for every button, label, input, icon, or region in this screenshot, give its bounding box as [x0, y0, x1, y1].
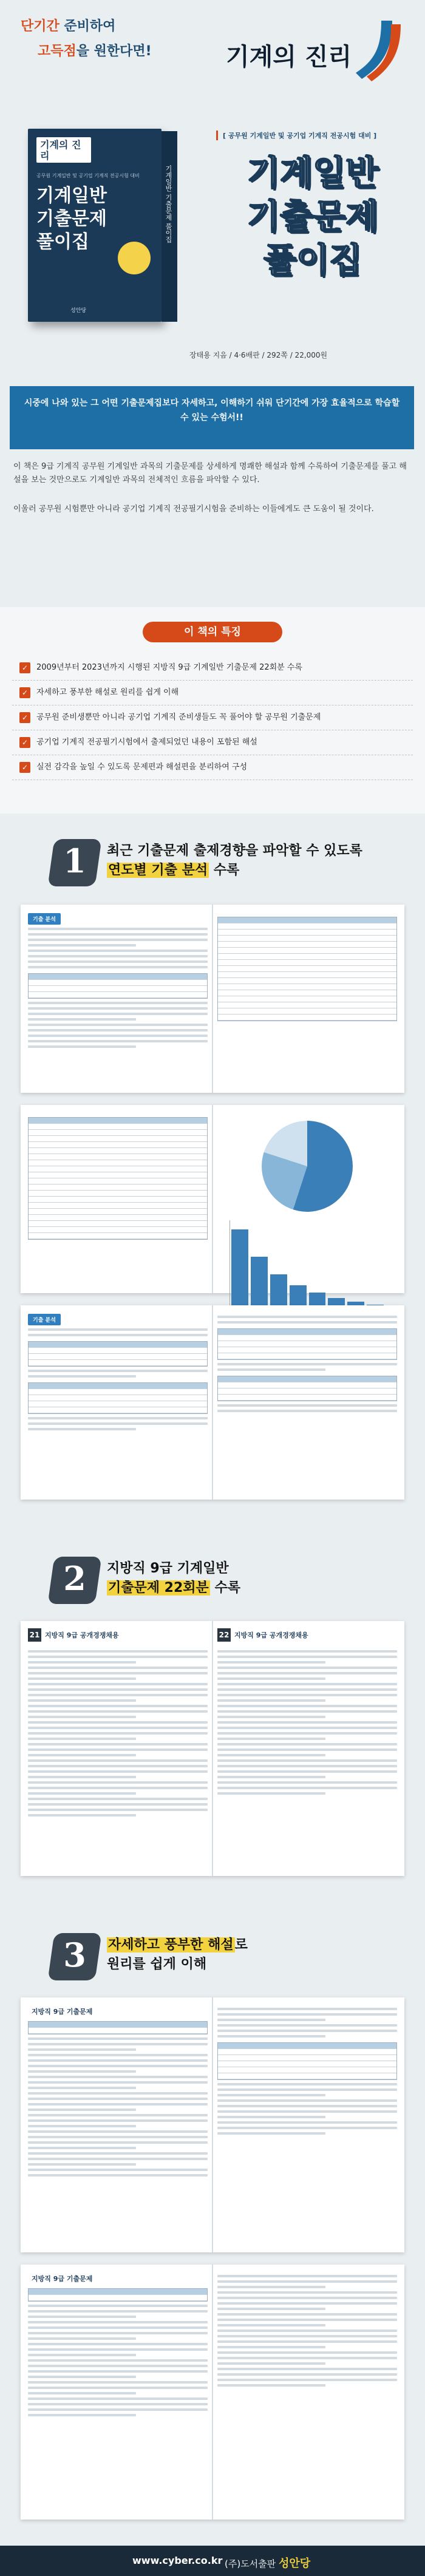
section-heading: 최근 기출문제 출제경향을 파악할 수 있도록 연도별 기출 분석 수록 — [107, 843, 362, 878]
sample-page-spread — [21, 1105, 404, 1293]
book-cover-label: 기계의 진리 — [40, 139, 81, 161]
publisher-logo: (주)도서출판 성안당 — [225, 2557, 311, 2570]
sample-page-spread — [21, 1305, 404, 1500]
section-number-badge: 2 — [51, 1557, 98, 1604]
exam-number: 22 — [217, 1628, 231, 1642]
footer-url-link[interactable]: www.cyber.co.kr — [132, 2555, 223, 2566]
checkbox-icon: ✓ — [19, 762, 30, 773]
section-number-badge: 1 — [51, 839, 98, 886]
page-tab: 기출 분석 — [28, 1314, 61, 1325]
checkbox-icon: ✓ — [19, 662, 30, 673]
exam-title: 지방직 9급 공개경쟁채용 — [234, 1631, 308, 1639]
tagline — [21, 16, 152, 59]
section-heading: 자세하고 풍부한 해설로 원리를 쉽게 이해 — [107, 1937, 248, 1972]
features-title: 이 책의 특징 — [143, 622, 282, 642]
feature-item: ✓ 공무원 준비생뿐만 아니라 공기업 기계직 준비생들도 꼭 풀어야 할 공무원 기출문제 — [12, 705, 413, 730]
book-title-line-3: 풀이집 — [263, 241, 362, 280]
tagline-highlight-1: 단기간 — [21, 19, 59, 34]
book-cover-title: 기계일반 기출문제 풀이집 — [36, 185, 107, 253]
features-section — [0, 607, 425, 814]
exam-title: 지방직 9급 기출문제 — [32, 2007, 93, 2016]
feature-item: ✓ 공기업 기계직 전공필기시험에서 출제되었던 내용이 포함된 해설 — [12, 730, 413, 755]
book-title-line-1: 기계일반 — [246, 154, 379, 193]
checkbox-icon: ✓ — [19, 737, 30, 748]
tagline-text-1: 준비하여 — [59, 19, 116, 34]
book-cover-subtitle: 공무원 기계일반 및 공기업 기계직 전공시험 대비 — [36, 173, 140, 178]
sample-page-spread — [21, 2265, 404, 2520]
exam-number: 21 — [28, 1628, 41, 1642]
section-3 — [0, 1906, 425, 2546]
section-2 — [0, 1530, 425, 1906]
sample-pie-chart-image — [262, 1121, 353, 1212]
feature-item: ✓ 2009년부터 2023년까지 시행된 지방직 9급 기계일반 기출문제 22회분 수록 — [12, 656, 413, 681]
exam-title: 지방직 9급 기출문제 — [32, 2274, 93, 2283]
sample-page-spread — [21, 905, 404, 1093]
book-info: 장태용 지음 / 4·6배판 / 292쪽 / 22,000원 — [189, 351, 328, 359]
exam-target-ribbon: [ 공무원 기계일반 및 공기업 기계직 전공시험 대비 ] — [216, 131, 376, 140]
brand-title: 기계의 진리 — [226, 43, 352, 71]
footer — [0, 2546, 425, 2576]
checkbox-icon: ✓ — [19, 687, 30, 698]
feature-item: ✓ 자세하고 풍부한 해설로 원리를 쉽게 이해 — [12, 681, 413, 705]
section-number-badge: 3 — [51, 1933, 98, 1980]
book-spine-text: 기계일반 기출문제 풀이집 — [165, 165, 172, 243]
sample-bar-chart-image — [229, 1220, 385, 1311]
intro-section — [0, 375, 425, 606]
intro-paragraph-2: 이울러 공무원 시험뿐만 아니라 공기업 기계직 전공필기시험을 준비하는 이들에게도 큰 도움이 될 것이다. — [13, 505, 374, 514]
tagline-highlight-2: 고득점 — [38, 44, 76, 59]
intro-highlight-box — [10, 386, 414, 449]
book-publisher-logo: 성안당 — [70, 308, 87, 314]
exam-title: 지방직 9급 공개경쟁채용 — [45, 1631, 119, 1639]
section-1 — [0, 814, 425, 1530]
feature-item: ✓ 실전 감각을 높일 수 있도록 문제편과 해설편을 분리하여 구성 — [12, 755, 413, 780]
sample-page-spread — [21, 1997, 404, 2252]
book-badge-icon — [118, 242, 151, 274]
book-title-line-2: 기출문제 — [246, 197, 379, 237]
features-list — [12, 656, 413, 780]
intro-paragraph-1: 이 책은 9급 기계직 공무원 기계일반 과목의 기출문제를 상세하게 명쾌한 해설과 함께 수록하여 기출문제를 풀고 해설을 보는 것만으로도 기계일반 과목의 전체적인 흐름을 파악할 수 있다. — [13, 462, 407, 484]
brand-swoosh-icon — [356, 21, 404, 81]
book-cover-image — [28, 129, 178, 333]
book-title — [212, 152, 413, 283]
intro-highlight-text: 시중에 나와 있는 그 어떤 기출문제집보다 자세하고, 이해하기 쉬워 단기간에 가장 효율적으로 학습할 수 있는 수험서!! — [24, 398, 400, 423]
sample-page-spread — [21, 1621, 404, 1876]
tagline-text-2: 을 원한다면! — [76, 44, 152, 59]
checkbox-icon: ✓ — [19, 712, 30, 723]
hero — [0, 0, 425, 425]
page-tab: 기출 분석 — [28, 913, 61, 925]
section-heading: 지방직 9급 기계일반 기출문제 22회분 수록 — [107, 1561, 240, 1596]
